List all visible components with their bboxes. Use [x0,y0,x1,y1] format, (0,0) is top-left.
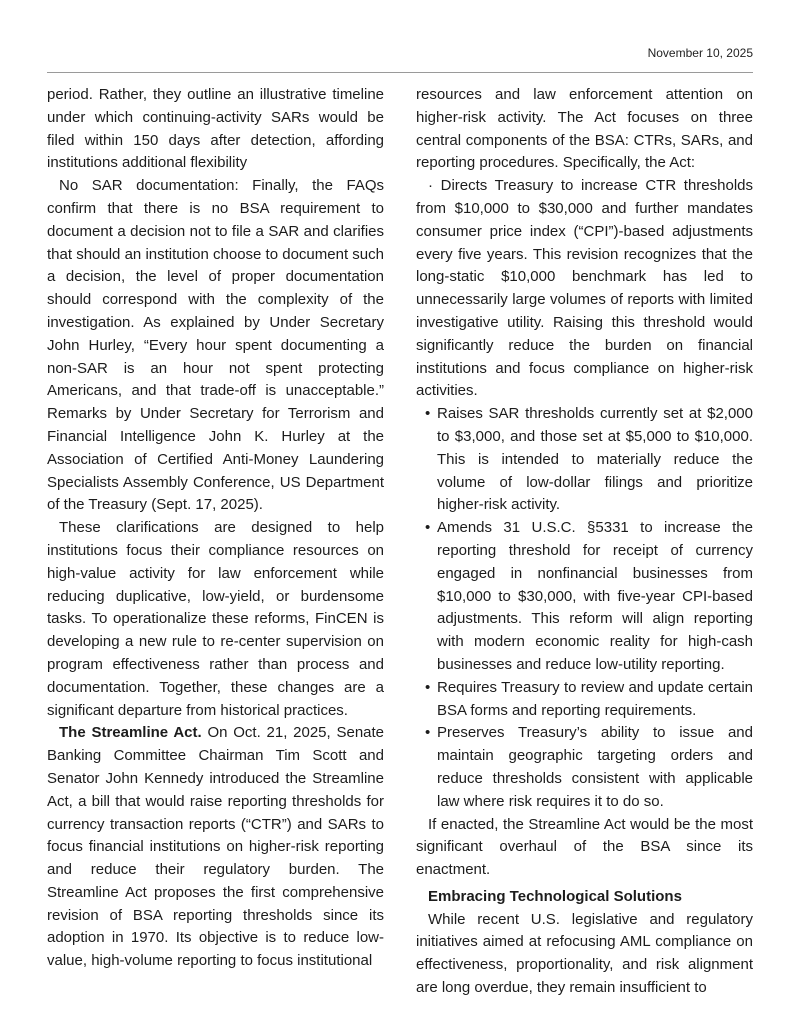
header-date: November 10, 2025 [647,46,753,60]
paragraph: No SAR documentation: Finally, the FAQs confirm that there is no BSA requirement to document a decision not to file a SAR and clarifies that should an institution choose to document such a decision, the level of proper documentation should correspond with the complexity of the investigation. As explained by Under Secretary John Hurley, “Every hour spent documenting a non-SAR is an hour not spent protecting Americans, and that trade-off is unacceptable.” Remarks by Under Secretary for Terrorism and Financial Intelligence John K. Hurley at the Association of Certified Anti-Money Laundering Specialists Assembly Conference, US Department of the Treasury (Sept. 17, 2025). [47,177,384,514]
list-item: • Amends 31 U.S.C. §5331 to increase the reporting threshold for receipt of currency engaged in nonfinancial businesses from $10,000 to $30,000, with five-year CPI-based adjustments. This reform will align reporting with modern economic reality for high-cash businesses and reduce low-utility reporting. [416,517,753,677]
bullet-list [416,403,753,813]
left-column [47,84,384,973]
paragraph: resources and law enforcement attention on higher-risk activity. The Act focuses on three central components of the BSA: CTRs, SARs, and reporting procedures. Specifically, the Act: [416,86,753,172]
header-rule [47,72,753,73]
paragraph: While recent U.S. legislative and regulatory initiatives aimed at refocusing AML compliance on effectiveness, proportionality, and risk alignment are long overdue, they remain insufficient to [416,910,753,997]
list-item: • Requires Treasury to review and update certain BSA forms and reporting requirements. [416,677,753,723]
paragraph-body: On Oct. 21, 2025, Senate Banking Committee Chairman Tim Scott and Senator John Kennedy introduced the Streamline Act, a bill that would raise reporting thresholds for currency transaction reports (“CTR”) and SARs to focus financial institutions on higher-risk reporting and reduce their regulatory burden. The Streamline Act proposes the first comprehensive revision of BSA reporting thresholds since its adoption in 1970. Its objective is to reduce low-value, high-volume reporting to focus institutional [47,724,385,970]
paragraph: · Directs Treasury to increase CTR thresholds from $10,000 to $30,000 and further mandates consumer price index (“CPI”)-based adjustments every five years. This revision recognizes that the long-static $10,000 benchmark has led to unnecessarily large volumes of reports with limited investigative utility. Raising this threshold would significantly reduce the burden on financial institutions and focus compliance on higher-risk activities. [416,177,753,400]
section-lead: The Streamline Act. [59,724,202,742]
section-heading: Embracing Technological Solutions [428,887,682,905]
paragraph [47,722,384,973]
list-item: • Preserves Treasury’s ability to issue and maintain geographic targeting orders and reduce thresholds consistent with applicable law where risk requires it to do so. [416,722,753,813]
list-item: • Raises SAR thresholds currently set at $2,000 to $3,000, and those set at $5,000 to $10,000. This is intended to materially reduce the volume of low-dollar filings and prioritize higher-risk activity. [416,403,753,517]
paragraph: If enacted, the Streamline Act would be the most significant overhaul of the BSA since its enactment. [416,815,753,879]
right-column [416,84,753,1000]
paragraph: period. Rather, they outline an illustrative timeline under which continuing-activity SARs would be filed within 150 days after detection, affording institutions additional flexibility [47,86,384,172]
paragraph: These clarifications are designed to help institutions focus their compliance resources on high-value activity for law enforcement while reducing duplicative, low-yield, or burdensome tasks. To operationalize these reforms, FinCEN is developing a new rule to re-center supervision on program effectiveness rather than process and documentation. Together, these changes are a significant departure from historical practices. [47,519,384,719]
